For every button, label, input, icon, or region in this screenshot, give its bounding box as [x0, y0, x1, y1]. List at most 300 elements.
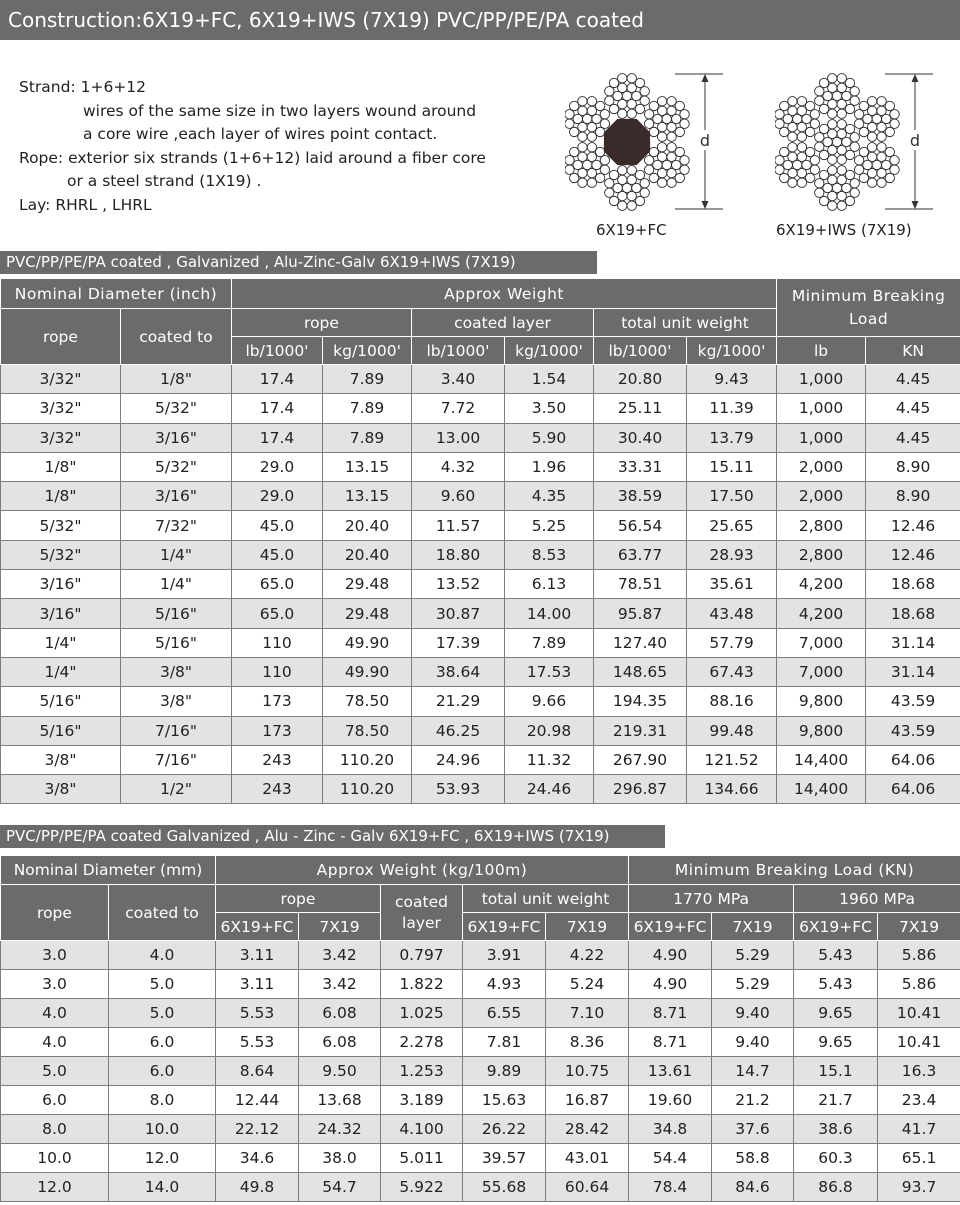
table-cell: 5/16"	[121, 628, 232, 657]
fiber-core-icon	[604, 119, 650, 165]
table-cell: 3.91	[463, 941, 546, 970]
table-cell: 1.025	[381, 999, 463, 1028]
table-cell: 1.96	[505, 452, 594, 481]
wire-icon	[877, 178, 886, 187]
table-cell: 95.87	[594, 599, 687, 628]
table-cell: 1/4"	[1, 628, 121, 657]
wire-icon	[850, 179, 859, 188]
table-cell: 18.68	[866, 570, 960, 599]
table-cell: 18.80	[412, 540, 505, 569]
unit-header: lb/1000'	[594, 337, 687, 365]
table-cell: 7.81	[463, 1028, 546, 1057]
table-cell: 11.39	[687, 394, 777, 423]
wire-icon	[627, 175, 636, 184]
header-coated-layer: coated layer	[412, 309, 594, 337]
table-cell: 17.53	[505, 657, 594, 686]
table-cell: 31.14	[866, 657, 960, 686]
table-cell: 58.8	[712, 1144, 794, 1173]
construction-description	[19, 76, 539, 217]
diagram-label-iws: 6X19+IWS (7X19)	[776, 221, 912, 239]
wire-icon	[837, 175, 846, 184]
table-cell: 3/16"	[121, 423, 232, 452]
table-cell: 7.89	[323, 423, 412, 452]
table-cell: 45.0	[232, 511, 323, 540]
wire-icon	[797, 152, 806, 161]
table-cell: 3/8"	[121, 687, 232, 716]
wire-icon	[587, 168, 596, 177]
table-cell: 28.93	[687, 540, 777, 569]
table-row	[1, 657, 960, 686]
table-cell: 12.0	[109, 1144, 216, 1173]
rope-line	[19, 147, 539, 171]
table-cell: 14.7	[712, 1057, 794, 1086]
header-1770-mpa: 1770 MPa	[629, 885, 794, 913]
table-cell: 14,400	[777, 775, 866, 804]
sub-header: 6X19+FC	[794, 913, 878, 941]
table-cell: 2,800	[777, 540, 866, 569]
table-row	[1, 423, 960, 452]
wire-icon	[578, 143, 587, 152]
table-cell: 5.24	[546, 970, 629, 999]
table-cell: 7/32"	[121, 511, 232, 540]
table-cell: 4.0	[109, 941, 216, 970]
table-cell: 21.2	[712, 1086, 794, 1115]
table-cell: 5.0	[109, 999, 216, 1028]
table-cell: 4.0	[1, 1028, 109, 1057]
dim-label: d	[699, 131, 711, 150]
wire-icon	[877, 106, 886, 115]
table-row	[1, 482, 960, 511]
sub-header: 7X19	[878, 913, 960, 941]
wire-icon	[797, 106, 806, 115]
table-cell: 9,800	[777, 687, 866, 716]
table-cell: 65.0	[232, 599, 323, 628]
header-coated-layer: coated layer	[381, 885, 463, 941]
table-cell: 37.6	[712, 1115, 794, 1144]
wire-icon	[627, 83, 636, 92]
table-cell: 5.29	[712, 941, 794, 970]
table-cell: 6.08	[299, 999, 381, 1028]
table-cell: 4,200	[777, 570, 866, 599]
sub-header: 7X19	[546, 913, 629, 941]
table-cell: 39.57	[463, 1144, 546, 1173]
unit-header: lb	[777, 337, 866, 365]
table-cell: 4.0	[1, 999, 109, 1028]
table-row	[1, 540, 960, 569]
wire-icon	[797, 178, 806, 187]
page-title: Construction:6X19+FC, 6X19+IWS (7X19) PVC/PP/PE/PA coated	[0, 0, 960, 40]
table-cell: 4.22	[546, 941, 629, 970]
wire-icon	[667, 168, 676, 177]
table-cell: 43.01	[546, 1144, 629, 1173]
table-cell: 12.46	[866, 540, 960, 569]
table-row	[1, 1057, 960, 1086]
table-cell: 7/16"	[121, 745, 232, 774]
table-cell: 267.90	[594, 745, 687, 774]
table-cell: 5.011	[381, 1144, 463, 1173]
table-cell: 1.253	[381, 1057, 463, 1086]
wire-icon	[667, 122, 676, 131]
table-row	[1, 452, 960, 481]
table-cell: 8.36	[546, 1028, 629, 1057]
header-approx-weight: Approx Weight	[232, 279, 777, 309]
table-cell: 148.65	[594, 657, 687, 686]
table-cell: 5.25	[505, 511, 594, 540]
table-cell: 57.79	[687, 628, 777, 657]
wire-icon	[828, 83, 837, 92]
table-cell: 3/16"	[121, 482, 232, 511]
table-cell: 13.79	[687, 423, 777, 452]
table-cell: 5.53	[216, 1028, 299, 1057]
table-cell: 60.3	[794, 1144, 878, 1173]
table-cell: 60.64	[546, 1173, 629, 1202]
table-cell: 173	[232, 716, 323, 745]
table-cell: 10.41	[878, 1028, 960, 1057]
wire-icon	[640, 87, 649, 96]
table-cell: 29.0	[232, 482, 323, 511]
table-cell: 5.53	[216, 999, 299, 1028]
wire-icon	[837, 99, 846, 108]
wire-icon	[837, 109, 846, 118]
wire-icon	[657, 152, 666, 161]
sub-header: 6X19+FC	[216, 913, 299, 941]
table-cell: 5/32"	[121, 452, 232, 481]
table-cell: 5/32"	[1, 511, 121, 540]
table-cell: 17.4	[232, 365, 323, 394]
table-row	[1, 999, 960, 1028]
table-cell: 38.6	[794, 1115, 878, 1144]
wire-icon	[815, 142, 824, 151]
table-cell: 5.86	[878, 970, 960, 999]
table-cell: 173	[232, 687, 323, 716]
table-cell: 7.89	[323, 394, 412, 423]
table-cell: 21.29	[412, 687, 505, 716]
mm-spec-table	[0, 855, 960, 1202]
table-row	[1, 1086, 960, 1115]
wire-icon	[850, 133, 859, 142]
table-cell: 38.0	[299, 1144, 381, 1173]
table-cell: 13.15	[323, 452, 412, 481]
table-cell: 56.54	[594, 511, 687, 540]
table-cell: 2,000	[777, 482, 866, 511]
table-cell: 9.89	[463, 1057, 546, 1086]
table-cell: 8.53	[505, 540, 594, 569]
table-cell: 1/2"	[121, 775, 232, 804]
table-cell: 20.80	[594, 365, 687, 394]
table-cell: 5.90	[505, 423, 594, 452]
rope-desc-line-2: or a steel strand (1X19) .	[67, 172, 262, 190]
table-cell: 25.65	[687, 511, 777, 540]
wire-icon	[644, 119, 653, 128]
table-row	[1, 941, 960, 970]
table-cell: 88.16	[687, 687, 777, 716]
table-cell: 8.90	[866, 482, 960, 511]
table-row	[1, 775, 960, 804]
table-cell: 5.43	[794, 941, 878, 970]
table-cell: 1/8"	[1, 452, 121, 481]
table-cell: 25.11	[594, 394, 687, 423]
table-cell: 13.00	[412, 423, 505, 452]
wire-icon	[587, 106, 596, 115]
table-cell: 2,000	[777, 452, 866, 481]
table-cell: 45.0	[232, 540, 323, 569]
table-cell: 93.7	[878, 1173, 960, 1202]
table-cell: 121.52	[687, 745, 777, 774]
table-cell: 28.42	[546, 1115, 629, 1144]
table-cell: 16.87	[546, 1086, 629, 1115]
wire-icon	[890, 110, 899, 119]
table-cell: 12.46	[866, 511, 960, 540]
table-cell: 9.65	[794, 999, 878, 1028]
table-cell: 24.46	[505, 775, 594, 804]
table-cell: 13.52	[412, 570, 505, 599]
table-cell: 43.59	[866, 687, 960, 716]
wire-icon	[867, 152, 876, 161]
wire-icon	[605, 96, 614, 105]
table-cell: 78.50	[323, 716, 412, 745]
rope-label: Rope:	[19, 148, 64, 167]
table-cell: 17.39	[412, 628, 505, 657]
unit-header: kg/1000'	[687, 337, 777, 365]
table-cell: 65.1	[878, 1144, 960, 1173]
lay-line: Lay: RHRL , LHRL	[19, 195, 152, 214]
table-cell: 19.60	[629, 1086, 712, 1115]
table-cell: 15.11	[687, 452, 777, 481]
wire-icon	[618, 83, 627, 92]
table-cell: 1,000	[777, 365, 866, 394]
table-cell: 4.93	[463, 970, 546, 999]
wire-icon	[828, 166, 837, 175]
header-min-breaking-load: Minimum Breaking Load	[777, 279, 960, 337]
table-row	[1, 365, 960, 394]
wire-icon	[667, 106, 676, 115]
header-total-unit-weight: total unit weight	[463, 885, 629, 913]
strand-value: 1+6+12	[80, 78, 147, 96]
table-cell: 78.51	[594, 570, 687, 599]
table-cell: 3/8"	[1, 745, 121, 774]
strand-group	[775, 74, 899, 211]
wire-icon	[605, 188, 614, 197]
wire-icon	[600, 110, 609, 119]
table-cell: 5.43	[794, 970, 878, 999]
table-cell: 3.0	[1, 941, 109, 970]
table-cell: 6.0	[109, 1028, 216, 1057]
wire-icon	[644, 165, 653, 174]
table-cell: 54.7	[299, 1173, 381, 1202]
table-cell: 2,800	[777, 511, 866, 540]
table-cell: 23.4	[878, 1086, 960, 1115]
table-cell: 21.7	[794, 1086, 878, 1115]
rope-cross-section-fc	[565, 70, 735, 215]
table-cell: 26.22	[463, 1115, 546, 1144]
wire-icon	[788, 143, 797, 152]
wire-icon	[587, 178, 596, 187]
table-cell: 3.42	[299, 970, 381, 999]
table-cell: 1,000	[777, 423, 866, 452]
table-cell: 4.90	[629, 941, 712, 970]
wire-icon	[667, 152, 676, 161]
wire-icon	[788, 97, 797, 106]
dim-arrow-up-icon	[702, 74, 709, 82]
wire-icon	[837, 155, 846, 164]
table-cell: 110.20	[323, 775, 412, 804]
table-cell: 13.15	[323, 482, 412, 511]
table-cell: 5/16"	[1, 687, 121, 716]
wire-icon	[797, 122, 806, 131]
table-cell: 1/8"	[1, 482, 121, 511]
table-cell: 8.0	[109, 1086, 216, 1115]
table-cell: 3.40	[412, 365, 505, 394]
unit-header: kg/1000'	[505, 337, 594, 365]
wire-icon	[618, 175, 627, 184]
table-cell: 1,000	[777, 394, 866, 423]
unit-header: kg/1000'	[323, 337, 412, 365]
table-cell: 6.0	[109, 1057, 216, 1086]
table-cell: 5/32"	[121, 394, 232, 423]
table-cell: 67.43	[687, 657, 777, 686]
diagram-label-fc: 6X19+FC	[596, 221, 667, 239]
table-cell: 2.278	[381, 1028, 463, 1057]
wire-icon	[877, 122, 886, 131]
table-cell: 13.68	[299, 1086, 381, 1115]
table-cell: 24.96	[412, 745, 505, 774]
table-row	[1, 1144, 960, 1173]
table-cell: 7,000	[777, 657, 866, 686]
table-cell: 8.71	[629, 1028, 712, 1057]
wire-icon	[627, 99, 636, 108]
dim-label: d	[909, 131, 921, 150]
table-cell: 34.8	[629, 1115, 712, 1144]
wire-icon	[667, 132, 676, 141]
table-cell: 7,000	[777, 628, 866, 657]
table-cell: 8.90	[866, 452, 960, 481]
table-cell: 1.54	[505, 365, 594, 394]
table-cell: 31.14	[866, 628, 960, 657]
table-cell: 78.50	[323, 687, 412, 716]
wire-icon	[837, 83, 846, 92]
wire-icon	[828, 120, 837, 129]
table-row	[1, 716, 960, 745]
table-cell: 7.89	[323, 365, 412, 394]
table-cell: 1/8"	[121, 365, 232, 394]
wire-icon	[775, 119, 784, 128]
table-cell: 86.8	[794, 1173, 878, 1202]
table-cell: 4,200	[777, 599, 866, 628]
header-coated-to: coated to	[121, 309, 232, 365]
table-cell: 22.12	[216, 1115, 299, 1144]
table-cell: 7.72	[412, 394, 505, 423]
dim-arrow-up-icon	[912, 74, 919, 82]
table-cell: 9,800	[777, 716, 866, 745]
wire-icon	[578, 97, 587, 106]
table-cell: 10.41	[878, 999, 960, 1028]
table-cell: 6.55	[463, 999, 546, 1028]
wire-icon	[587, 132, 596, 141]
table-cell: 9.50	[299, 1057, 381, 1086]
table-cell: 9.43	[687, 365, 777, 394]
table-cell: 46.25	[412, 716, 505, 745]
table-row	[1, 1028, 960, 1057]
table-cell: 9.65	[794, 1028, 878, 1057]
table-cell: 99.48	[687, 716, 777, 745]
table-cell: 35.61	[687, 570, 777, 599]
table-cell: 6.0	[1, 1086, 109, 1115]
wire-icon	[837, 201, 846, 210]
wire-icon	[775, 165, 784, 174]
table-cell: 11.32	[505, 745, 594, 774]
wire-icon	[627, 109, 636, 118]
table-cell: 110	[232, 628, 323, 657]
table-cell: 243	[232, 775, 323, 804]
unit-header: lb/1000'	[232, 337, 323, 365]
wire-icon	[627, 191, 636, 200]
table-cell: 10.0	[109, 1115, 216, 1144]
wire-icon	[890, 156, 899, 165]
table-row	[1, 511, 960, 540]
wire-icon	[667, 178, 676, 187]
wire-icon	[587, 122, 596, 131]
dim-arrow-down-icon	[912, 201, 919, 209]
table-cell: 10.0	[1, 1144, 109, 1173]
table-cell: 64.06	[866, 775, 960, 804]
table-cell: 3/8"	[1, 775, 121, 804]
table-cell: 3/32"	[1, 394, 121, 423]
wire-icon	[837, 191, 846, 200]
wire-icon	[877, 168, 886, 177]
table-cell: 38.64	[412, 657, 505, 686]
table-cell: 12.44	[216, 1086, 299, 1115]
table-cell: 194.35	[594, 687, 687, 716]
table-row	[1, 970, 960, 999]
table-cell: 14.00	[505, 599, 594, 628]
table-row	[1, 745, 960, 774]
table-cell: 1/4"	[121, 570, 232, 599]
table-cell: 9.66	[505, 687, 594, 716]
unit-header: KN	[866, 337, 960, 365]
table-cell: 16.3	[878, 1057, 960, 1086]
table-row	[1, 687, 960, 716]
rope-desc-line-1: exterior six strands (1+6+12) laid around a fiber core	[68, 148, 486, 167]
table-cell: 9.40	[712, 999, 794, 1028]
table-cell: 29.48	[323, 570, 412, 599]
wire-icon	[618, 166, 627, 175]
table-cell: 4.45	[866, 423, 960, 452]
wire-icon	[788, 152, 797, 161]
wire-icon	[854, 165, 863, 174]
wire-icon	[657, 106, 666, 115]
table-cell: 127.40	[594, 628, 687, 657]
table-cell: 53.93	[412, 775, 505, 804]
table-cell: 8.0	[1, 1115, 109, 1144]
wire-icon	[640, 179, 649, 188]
table-cell: 1/4"	[1, 657, 121, 686]
wire-icon	[815, 188, 824, 197]
table-cell: 3.189	[381, 1086, 463, 1115]
section-title-inch: PVC/PP/PE/PA coated , Galvanized , Alu-Zinc-Galv 6X19+IWS (7X19)	[0, 251, 597, 274]
table-cell: 43.59	[866, 716, 960, 745]
table-cell: 3/16"	[1, 599, 121, 628]
table-cell: 43.48	[687, 599, 777, 628]
wire-icon	[680, 110, 689, 119]
table-cell: 7/16"	[121, 716, 232, 745]
wire-icon	[565, 165, 574, 174]
table-cell: 17.50	[687, 482, 777, 511]
table-cell: 9.40	[712, 1028, 794, 1057]
table-cell: 15.1	[794, 1057, 878, 1086]
wire-icon	[788, 106, 797, 115]
header-nominal-diameter: Nominal Diameter (mm)	[1, 856, 216, 885]
table-cell: 6.08	[299, 1028, 381, 1057]
